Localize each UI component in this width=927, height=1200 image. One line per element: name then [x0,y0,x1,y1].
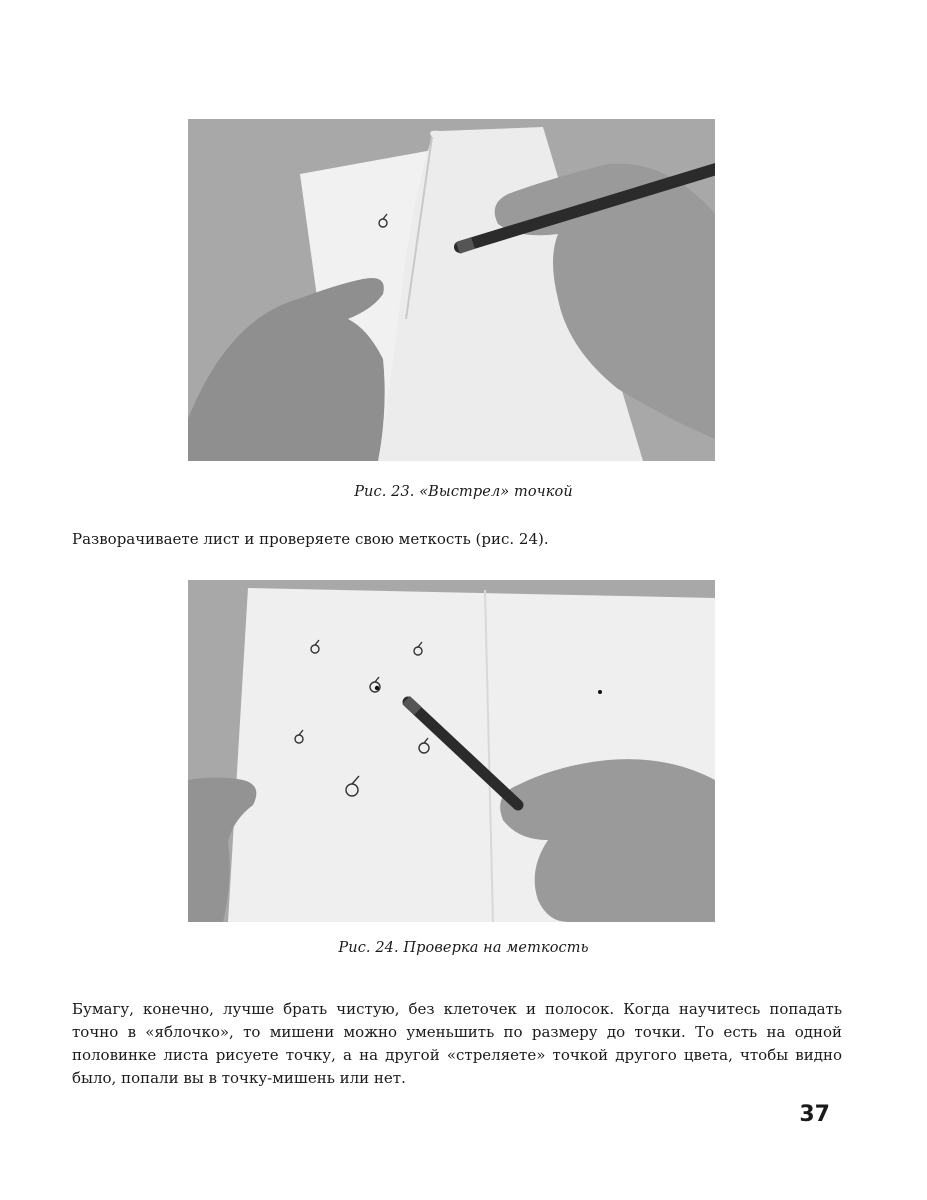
paragraph-line: точно в «яблочко», то мишени можно уменьшить по размеру до точки. То есть на одной [72,1023,842,1041]
figure-23-illustration [188,119,715,461]
page-number: 37 [799,1102,830,1127]
figure-23-photo [188,119,715,461]
figure-24-caption: Рис. 24. Проверка на меткость [338,940,589,956]
body-paragraph-2 [72,998,842,1090]
paragraph-line: половинке листа рисуете точку, а на другой «стреляете» точкой другого цвета, чтобы видно [72,1046,842,1064]
body-paragraph-1: Разворачиваете лист и проверяете свою меткость (рис. 24). [72,530,549,548]
figure-24-illustration [188,580,715,922]
figure-23-caption: Рис. 23. «Выстрел» точкой [354,484,573,500]
figure-24-photo [188,580,715,922]
paragraph-line: было, попали вы в точку-мишень или нет. [72,1069,406,1087]
paragraph-line: Бумагу, конечно, лучше брать чистую, без клеточек и полосок. Когда научитесь попадать [72,1000,842,1018]
